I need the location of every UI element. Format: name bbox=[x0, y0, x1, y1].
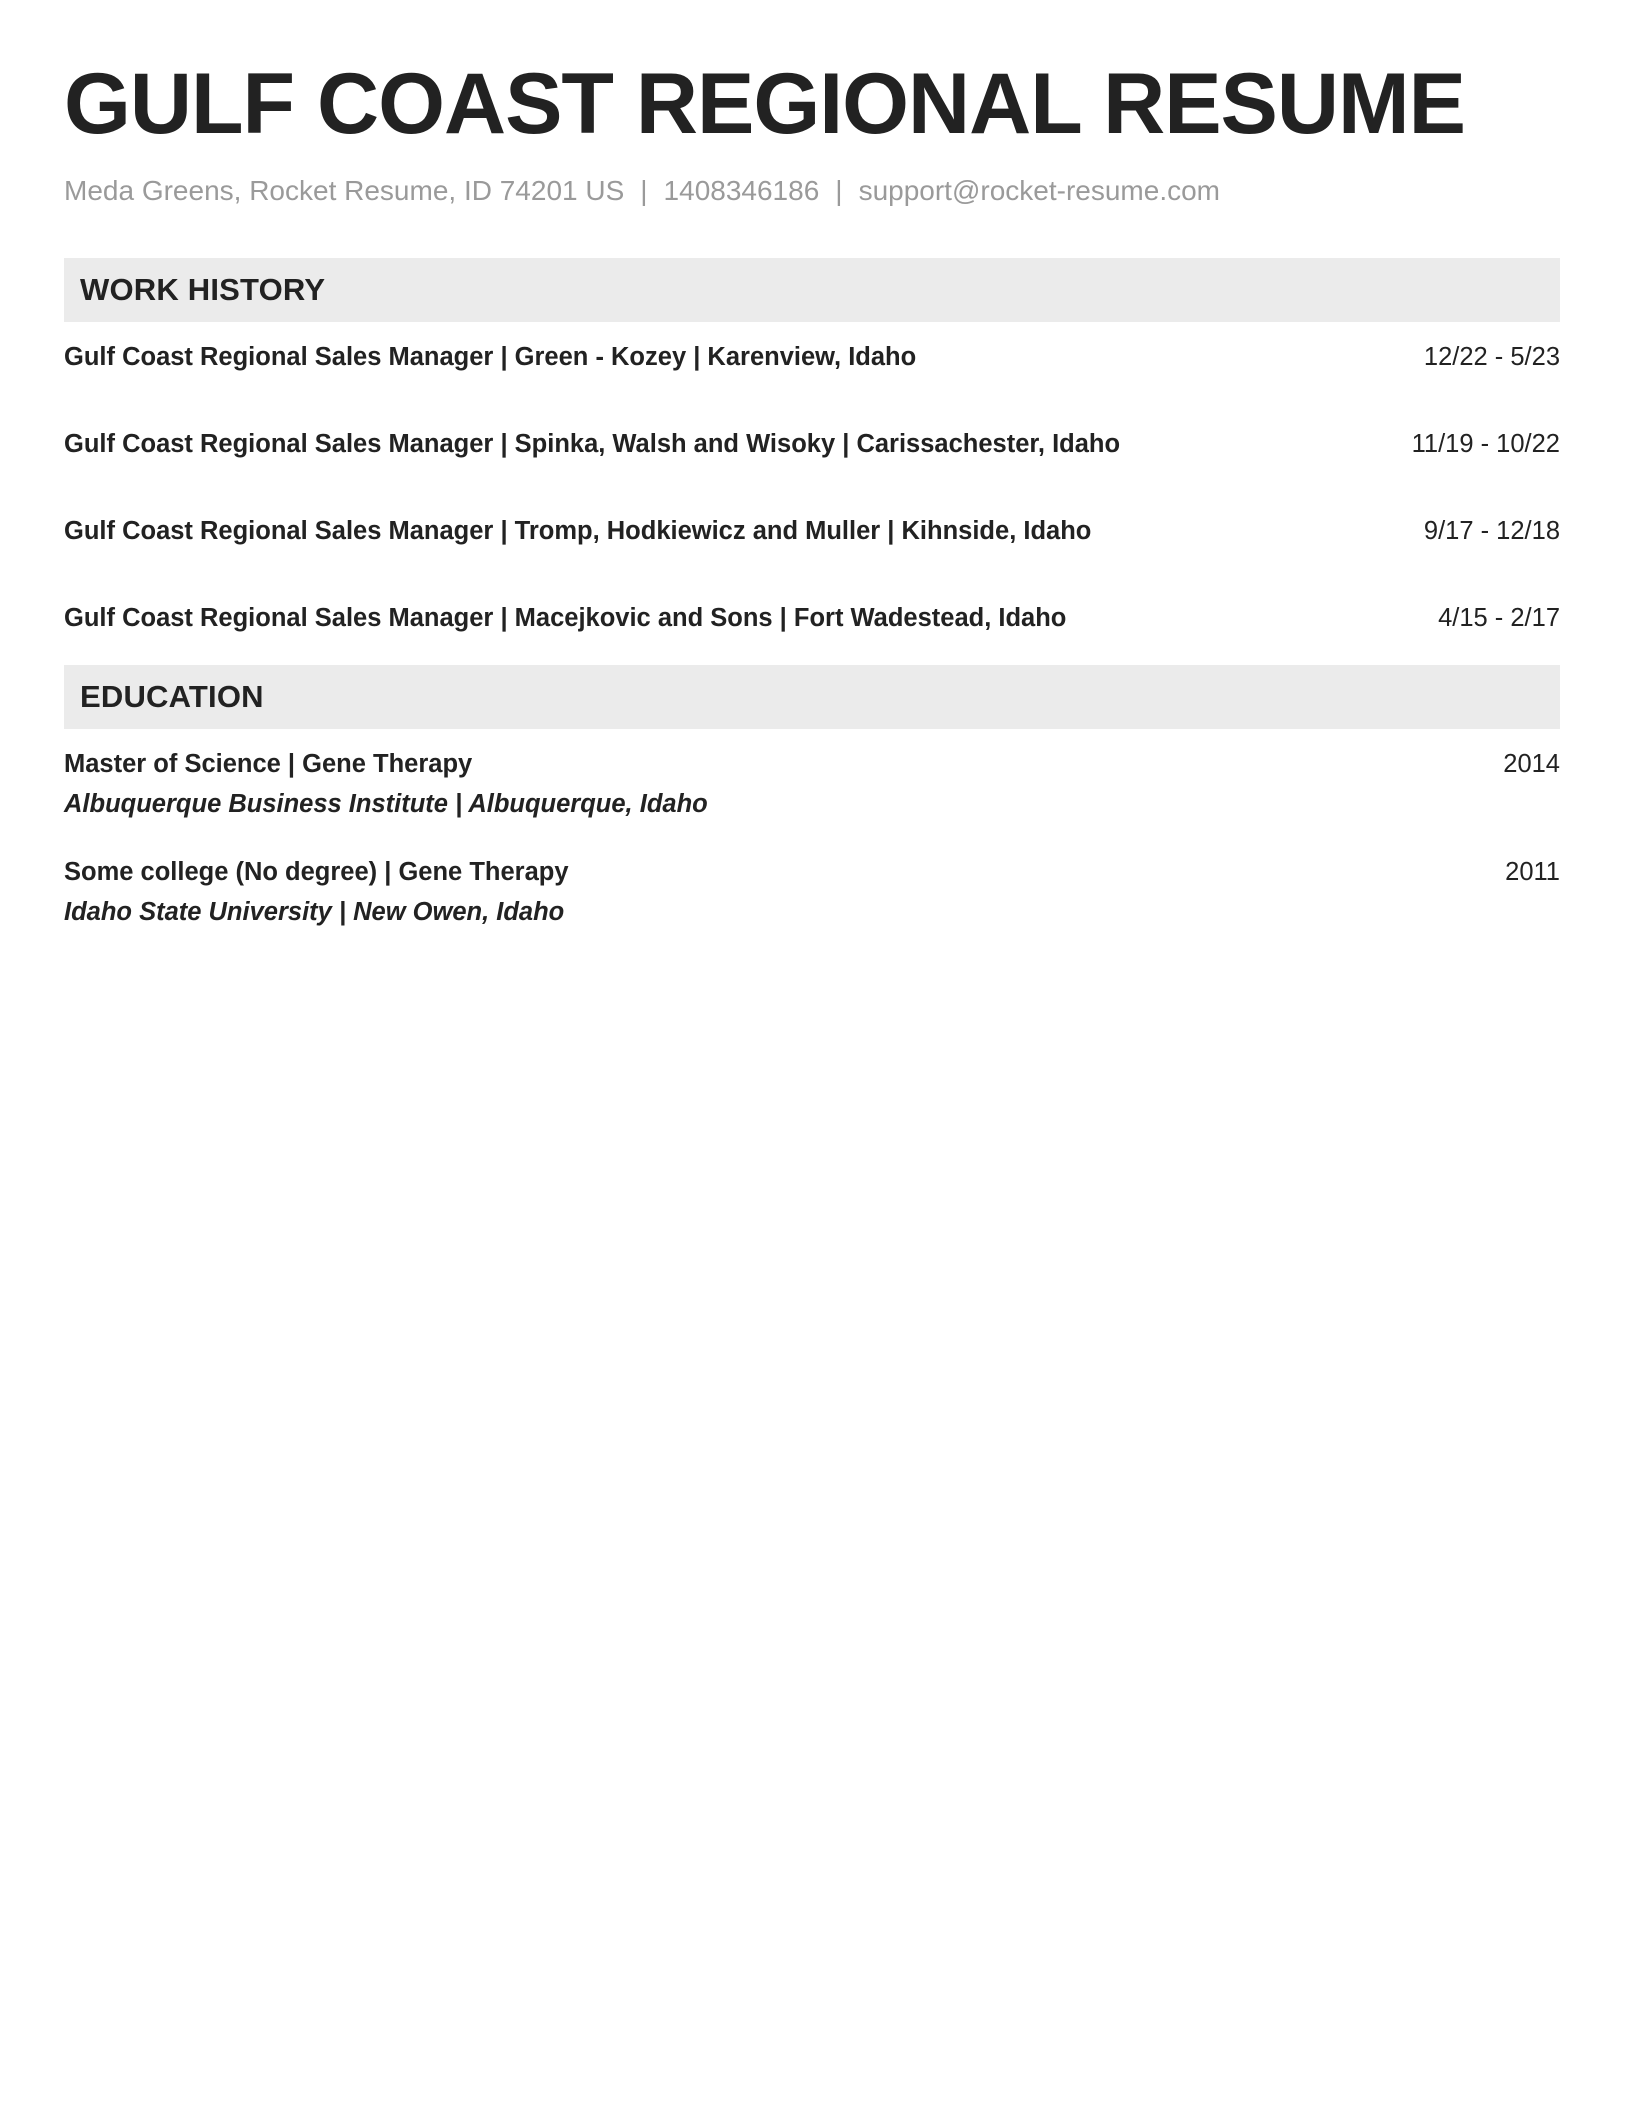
job-dates: 4/15 - 2/17 bbox=[1438, 604, 1560, 632]
education-list bbox=[64, 729, 1560, 929]
work-history-list bbox=[64, 322, 1560, 635]
contact-address: Meda Greens, Rocket Resume, ID 74201 US bbox=[64, 175, 625, 206]
job-title: Gulf Coast Regional Sales Manager | Tromp, Hodkiewicz and Muller | Kihnside, Idaho bbox=[64, 517, 1092, 545]
job-entry bbox=[64, 601, 1560, 635]
job-entry bbox=[64, 514, 1560, 548]
job-dates: 9/17 - 12/18 bbox=[1423, 517, 1560, 545]
education-year: 2011 bbox=[1505, 858, 1560, 886]
job-entry bbox=[64, 427, 1560, 461]
resume-title: GULF COAST REGIONAL RESUME bbox=[64, 56, 1466, 152]
contact-line bbox=[64, 174, 1560, 208]
job-dates: 11/19 - 10/22 bbox=[1411, 430, 1560, 458]
education-school: Albuquerque Business Institute | Albuquerque, Idaho bbox=[64, 790, 708, 818]
education-year: 2014 bbox=[1503, 750, 1560, 778]
education-entry bbox=[64, 747, 1560, 821]
work-history-heading: WORK HISTORY bbox=[64, 258, 1560, 322]
job-entry bbox=[64, 340, 1560, 374]
education-row bbox=[64, 855, 1560, 889]
job-dates: 12/22 - 5/23 bbox=[1423, 343, 1560, 371]
contact-phone: 1408346186 bbox=[663, 175, 820, 206]
job-title: Gulf Coast Regional Sales Manager | Green - Kozey | Karenview, Idaho bbox=[64, 343, 917, 371]
resume-page bbox=[64, 0, 1560, 929]
education-row bbox=[64, 747, 1560, 781]
education-entry bbox=[64, 855, 1560, 929]
contact-separator: | bbox=[835, 175, 843, 206]
job-title: Gulf Coast Regional Sales Manager | Spinka, Walsh and Wisoky | Carissachester, Idaho bbox=[64, 430, 1121, 458]
contact-email: support@rocket-resume.com bbox=[858, 175, 1220, 206]
education-degree: Master of Science | Gene Therapy bbox=[64, 750, 473, 778]
education-degree: Some college (No degree) | Gene Therapy bbox=[64, 858, 569, 886]
job-title: Gulf Coast Regional Sales Manager | Macejkovic and Sons | Fort Wadestead, Idaho bbox=[64, 604, 1067, 632]
contact-separator: | bbox=[640, 175, 648, 206]
education-heading: EDUCATION bbox=[64, 665, 1560, 729]
education-school: Idaho State University | New Owen, Idaho bbox=[64, 898, 565, 926]
